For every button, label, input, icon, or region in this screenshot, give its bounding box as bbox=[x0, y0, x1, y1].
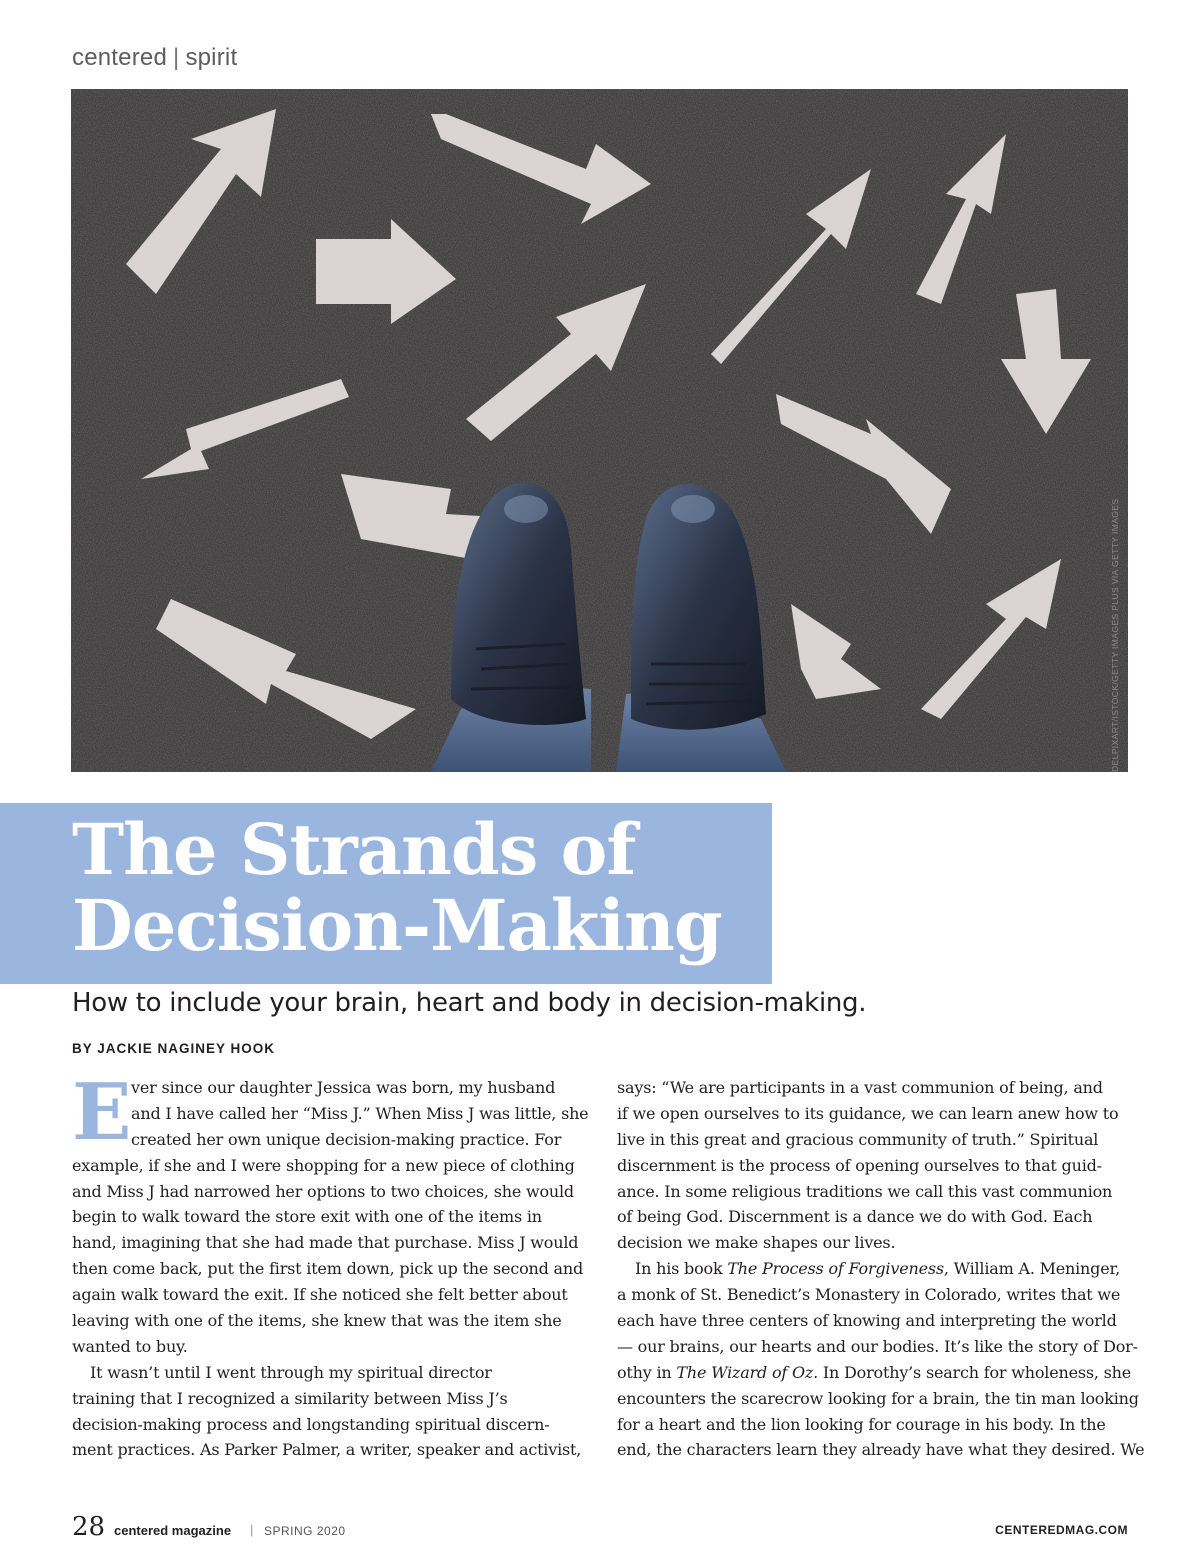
body-line: a monk of St. Benedict’s Monastery in Colorado, writes that we bbox=[617, 1285, 1121, 1305]
body-line: each have three centers of knowing and interpreting the world bbox=[617, 1311, 1117, 1331]
section-tag bbox=[72, 44, 237, 72]
body-line: decision we make shapes our lives. bbox=[617, 1233, 896, 1253]
hero-photo bbox=[71, 89, 1128, 772]
body-text: In his book bbox=[635, 1259, 728, 1279]
body-line: end, the characters learn they already have what they desired. We bbox=[617, 1440, 1145, 1460]
body-line: and Miss J had narrowed her options to two choices, she would bbox=[72, 1181, 574, 1201]
body-line: again walk toward the exit. If she noticed she felt better about bbox=[72, 1285, 568, 1305]
body-line: decision-making process and longstanding spiritual discern- bbox=[72, 1414, 550, 1434]
section-name: centered bbox=[72, 44, 167, 71]
body-column-left bbox=[72, 1067, 589, 1463]
drop-cap: E bbox=[72, 1067, 132, 1158]
body-text: , William A. Meninger, bbox=[943, 1259, 1121, 1279]
film-title: The Wizard of Oz. bbox=[676, 1362, 819, 1382]
article-byline: BY JACKIE NAGINEY HOOK bbox=[72, 1041, 276, 1056]
body-line: It wasn’t until I went through my spiritual director bbox=[90, 1362, 492, 1382]
body-line: live in this great and gracious community of truth.” Spiritual bbox=[617, 1129, 1099, 1149]
body-line: ment practices. As Parker Palmer, a writer, speaker and activist, bbox=[72, 1440, 582, 1460]
body-text: In Dorothy’s search for wholeness, she bbox=[818, 1362, 1132, 1382]
body-line: then come back, put the first item down, pick up the second and bbox=[72, 1259, 584, 1279]
article-deck: How to include your brain, heart and body in decision-making. bbox=[72, 988, 867, 1018]
body-line: — our brains, our hearts and our bodies. It’s like the story of Dor- bbox=[617, 1336, 1138, 1356]
book-title: The Process of Forgiveness bbox=[727, 1259, 944, 1279]
body-text: othy in bbox=[617, 1362, 677, 1382]
magazine-name: centered magazine bbox=[114, 1523, 232, 1538]
body-line: hand, imagining that she had made that purchase. Miss J would bbox=[72, 1233, 579, 1253]
body-line: begin to walk toward the store exit with one of the items in bbox=[72, 1207, 542, 1227]
body-line: leaving with one of the items, she knew that was the item she bbox=[72, 1311, 562, 1331]
article-title bbox=[72, 808, 722, 967]
body-line: and I have called her “Miss J.” When Miss J was little, she bbox=[131, 1103, 589, 1123]
body-line: ver since our daughter Jessica was born, my husband bbox=[131, 1078, 556, 1097]
subsection-name: spirit bbox=[185, 44, 238, 71]
title-line-2: Decision-Making bbox=[72, 884, 722, 967]
body-line: ance. In some religious traditions we call this vast communion bbox=[617, 1181, 1113, 1201]
body-line: wanted to buy. bbox=[72, 1336, 188, 1356]
body-line: of being God. Discernment is a dance we do with God. Each bbox=[617, 1207, 1093, 1227]
body-column-right bbox=[617, 1075, 1145, 1463]
section-separator: | bbox=[173, 44, 180, 71]
page-number: 28 bbox=[72, 1512, 106, 1542]
body-line: for a heart and the lion looking for courage in his body. In the bbox=[617, 1414, 1106, 1434]
body-line: says: “We are participants in a vast communion of being, and bbox=[617, 1078, 1103, 1097]
body-line bbox=[617, 1256, 1127, 1282]
page-footer bbox=[72, 1512, 1128, 1542]
body-line: training that I recognized a similarity between Miss J’s bbox=[72, 1388, 508, 1408]
footer-separator: | bbox=[250, 1522, 254, 1537]
body-line: created her own unique decision-making practice. For bbox=[131, 1129, 562, 1149]
body-line bbox=[617, 1360, 1132, 1386]
photo-credit: DELPIXART/ISTOCK/GETTY IMAGES PLUS VIA GETTY IMAGES bbox=[1110, 498, 1120, 772]
body-line: encounters the scarecrow looking for a brain, the tin man looking bbox=[617, 1388, 1139, 1408]
website-link[interactable]: CENTEREDMAG.COM bbox=[995, 1523, 1128, 1537]
body-line: if we open ourselves to its guidance, we can learn anew how to bbox=[617, 1103, 1119, 1123]
title-line-1: The Strands of bbox=[72, 808, 636, 891]
issue-date: SPRING 2020 bbox=[264, 1524, 346, 1538]
body-line: discernment is the process of opening ourselves to that guid- bbox=[617, 1155, 1102, 1175]
body-line: example, if she and I were shopping for a new piece of clothing bbox=[72, 1155, 575, 1175]
